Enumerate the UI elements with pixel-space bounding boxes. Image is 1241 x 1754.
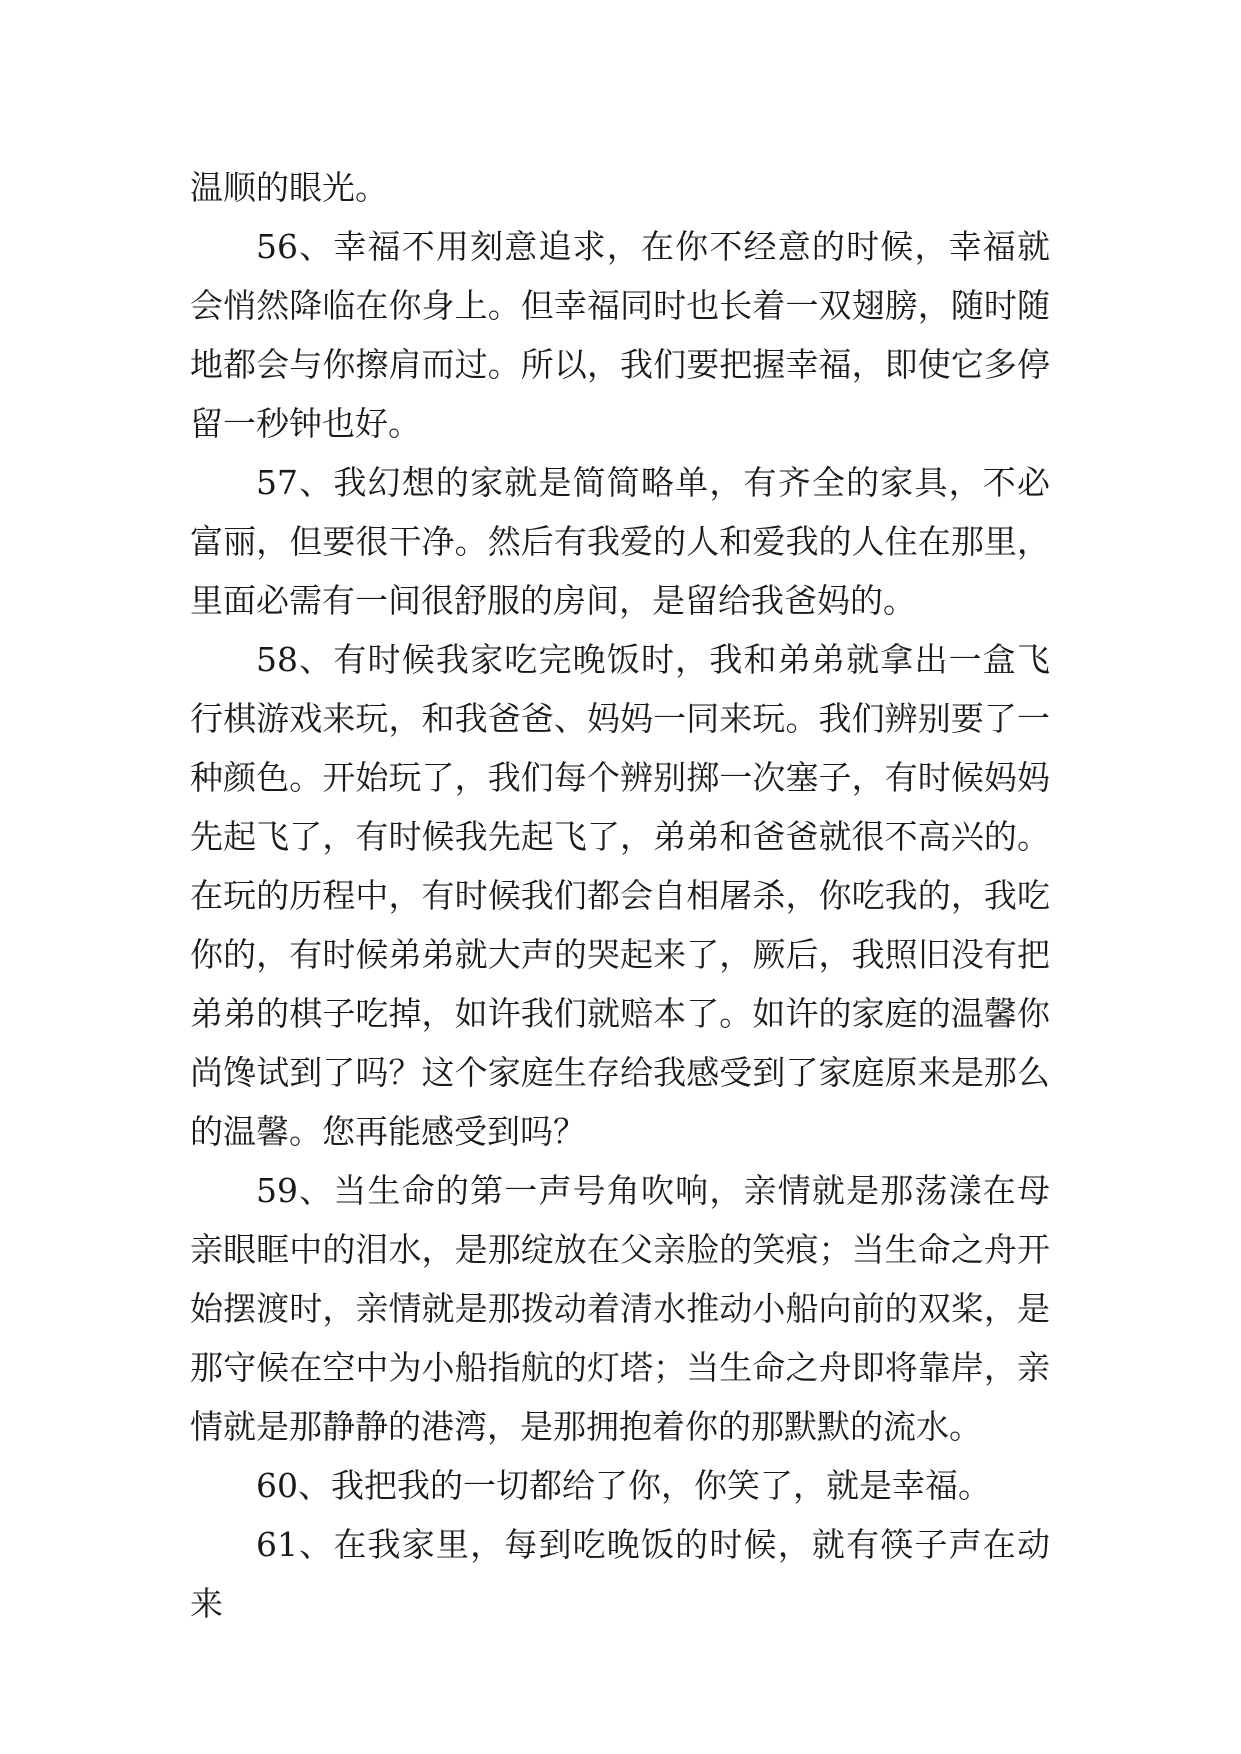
paragraph-58: 58、有时候我家吃完晚饭时，我和弟弟就拿出一盒飞行棋游戏来玩，和我爸爸、妈妈一同来玩。我们辨别要了一种颜色。开始玩了，我们每个辨别掷一次塞子，有时候妈妈先起飞了，有时候我先起飞了，弟弟和爸爸就很不高兴的。在玩的历程中，有时候我们都会自相屠杀，你吃我的，我吃你的，有时候弟弟就大声的哭起来了，厥后，我照旧没有把弟弟的棋子吃掉，如许我们就赔本了。如许的家庭的温馨你尚馋试到了吗？这个家庭生存给我感受到了家庭原来是那么的温馨。您再能感受到吗？ [190, 640, 1050, 1151]
paragraph-continuation: 温顺的眼光。 [190, 168, 388, 207]
body-text [190, 158, 1050, 1633]
paragraph-61: 61、在我家里，每到吃晚饭的时候，就有筷子声在动来 [190, 1525, 1050, 1623]
paragraph-56: 56、幸福不用刻意追求，在你不经意的时候，幸福就会悄然降临在你身上。但幸福同时也长着一双翅膀，随时随地都会与你擦肩而过。所以，我们要把握幸福，即使它多停留一秒钟也好。 [190, 227, 1050, 443]
paragraph-60: 60、我把我的一切都给了你，你笑了，就是幸福。 [256, 1466, 991, 1505]
paragraph-59: 59、当生命的第一声号角吹响，亲情就是那荡漾在母亲眼眶中的泪水，是那绽放在父亲脸的笑痕；当生命之舟开始摆渡时，亲情就是那拨动着清水推动小船向前的双桨，是那守候在空中为小船指航的灯塔；当生命之舟即将靠岸，亲情就是那静静的港湾，是那拥抱着你的那默默的流水。 [190, 1171, 1050, 1446]
paragraph-57: 57、我幻想的家就是简简略单，有齐全的家具，不必富丽，但要很干净。然后有我爱的人和爱我的人住在那里，里面必需有一间很舒服的房间，是留给我爸妈的。 [190, 463, 1050, 620]
